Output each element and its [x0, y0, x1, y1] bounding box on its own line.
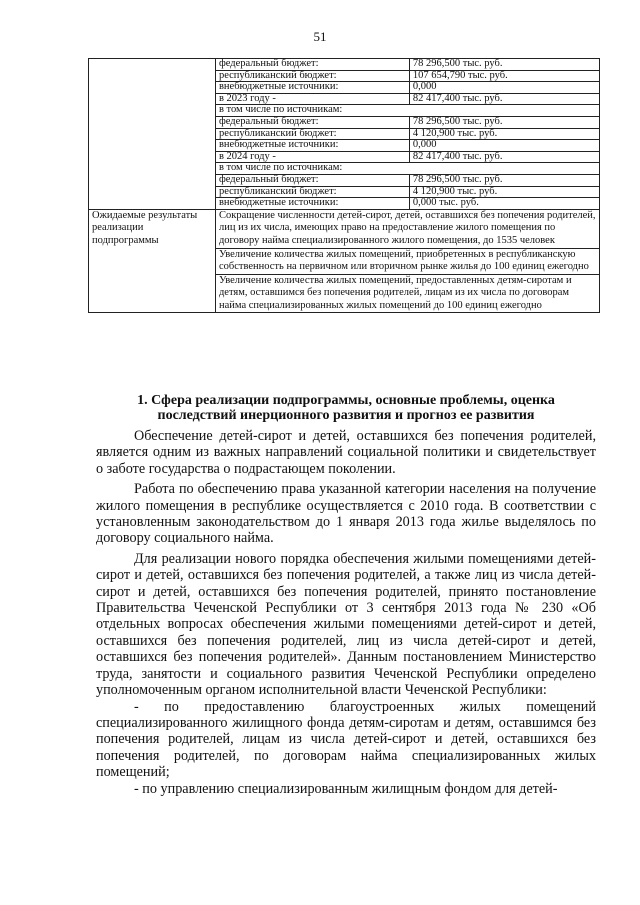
- table-row: [89, 151, 600, 163]
- table-cell-empty: [89, 116, 216, 128]
- page-number: 51: [313, 29, 327, 44]
- finance-label-cell: в 2023 году -: [215, 93, 409, 105]
- finance-label-cell: внебюджетные источники:: [215, 140, 409, 152]
- finance-value-cell: 0,000: [409, 140, 599, 152]
- table-row: [89, 140, 600, 152]
- table-cell-empty: [89, 151, 216, 163]
- finance-label-cell: федеральный бюджет:: [215, 59, 409, 71]
- results-label-cell: Ожидаемые результаты реализации подпрограммы: [89, 209, 216, 313]
- finance-label-cell: в том числе по источникам:: [215, 105, 599, 117]
- finance-value-cell: 78 296,500 тыс. руб.: [409, 59, 599, 71]
- finance-value-cell: 4 120,900 тыс. руб.: [409, 186, 599, 198]
- finance-value-cell: 82 417,400 тыс. руб.: [409, 93, 599, 105]
- finance-label-cell: внебюджетные источники:: [215, 198, 409, 210]
- section-title: 1. Сфера реализации подпрограммы, основные проблемы, оценка последствий инерционного развития и прогноз ее развития: [137, 393, 555, 423]
- table-cell-empty: [89, 198, 216, 210]
- finance-label-cell: федеральный бюджет:: [215, 116, 409, 128]
- table-cell-empty: [89, 163, 216, 175]
- table-cell-empty: [89, 105, 216, 117]
- table-cell-empty: [89, 174, 216, 186]
- list-item: - по управлению специализированным жилищным фондом для детей-: [134, 780, 558, 797]
- table-row: [89, 59, 600, 71]
- table-row: [89, 70, 600, 82]
- body-text: [96, 428, 596, 797]
- table-row: [89, 105, 600, 117]
- table-cell-empty: [89, 82, 216, 94]
- result-item-cell: Сокращение численности детей-сирот, детей, оставшихся без попечения родителей, лиц из их числа, имеющих право на предоставление жилого помещения по договору найма специализированного жилого помещения, до 1535 человек: [215, 209, 599, 248]
- finance-label-cell: республиканский бюджет:: [215, 128, 409, 140]
- table-row: [89, 198, 600, 210]
- finance-value-cell: 0,000: [409, 82, 599, 94]
- finance-label-cell: республиканский бюджет:: [215, 186, 409, 198]
- finance-label-cell: республиканский бюджет:: [215, 70, 409, 82]
- finance-value-cell: 78 296,500 тыс. руб.: [409, 116, 599, 128]
- table-cell-empty: [89, 70, 216, 82]
- finance-value-cell: 78 296,500 тыс. руб.: [409, 174, 599, 186]
- table-cell-empty: [89, 59, 216, 71]
- finance-label-cell: внебюджетные источники:: [215, 82, 409, 94]
- table-cell-empty: [89, 93, 216, 105]
- finance-value-cell: 107 654,790 тыс. руб.: [409, 70, 599, 82]
- table-row: [89, 116, 600, 128]
- paragraph: Обеспечение детей-сирот и детей, оставшихся без попечения родителей, является одним из важных направлений социальной политики и свидетельствует о заботе государства о подрастающем поколении.: [96, 428, 596, 477]
- finance-label-cell: в том числе по источникам:: [215, 163, 599, 175]
- table-cell-empty: [89, 186, 216, 198]
- paragraph: Для реализации нового порядка обеспечения жилыми помещениями детей-сирот и детей, оставшихся без попечения родителей, а также лиц из числа детей-сирот и детей, оставшихся без попечения родителей, принято постановление Правительства Чеченской Республики от 3 сентября 2013 года № 230 «Об отдельных вопросах обеспечения жилыми помещениями детей-сирот и детей, оставшихся без попечения родителей, лиц из числа детей-сирот и детей, оставшихся без попечения родителей». Данным постановлением Министерство труда, занятости и социального развития Чеченской Республики определено уполномоченным органом исполнительной власти Чеченской Республики:: [96, 550, 596, 699]
- result-item-cell: Увеличение количества жилых помещений, предоставленных детям-сиротам и детям, оставшимся без попечения родителей, лицам из их числа по договорам найма специализированных жилых помещений до 100 единиц ежегодно: [215, 274, 599, 313]
- subprogram-passport-table: [88, 58, 600, 313]
- table-row: [89, 82, 600, 94]
- table-row: [89, 174, 600, 186]
- table-cell-empty: [89, 140, 216, 152]
- paragraph: Работа по обеспечению права указанной категории населения на получение жилого помещения в республике осуществляется с 2010 года. В соответствии с установленным законодательством до 1 января 2013 года жилье выделялось по договору социального найма.: [96, 481, 596, 547]
- table-row: [89, 128, 600, 140]
- finance-value-cell: 0,000 тыс. руб.: [409, 198, 599, 210]
- table-cell-empty: [89, 128, 216, 140]
- finance-label-cell: в 2024 году -: [215, 151, 409, 163]
- table-row: [89, 186, 600, 198]
- table-row: [89, 163, 600, 175]
- result-item-cell: Увеличение количества жилых помещений, приобретенных в республиканскую собственность на первичном или вторичном рынке жилья до 100 единиц ежегодно: [215, 248, 599, 274]
- table-row: [89, 93, 600, 105]
- finance-label-cell: федеральный бюджет:: [215, 174, 409, 186]
- table-row: [89, 209, 600, 248]
- finance-value-cell: 82 417,400 тыс. руб.: [409, 151, 599, 163]
- finance-value-cell: 4 120,900 тыс. руб.: [409, 128, 599, 140]
- list-item: - по предоставлению благоустроенных жилых помещений специализированного жилищного фонда детям-сиротам и детям, оставшимся без попечения родителей, лицам из числа детей-сирот и детей, оставшихся без попечения родителей, по договорам найма специализированных жилых помещений;: [96, 698, 596, 781]
